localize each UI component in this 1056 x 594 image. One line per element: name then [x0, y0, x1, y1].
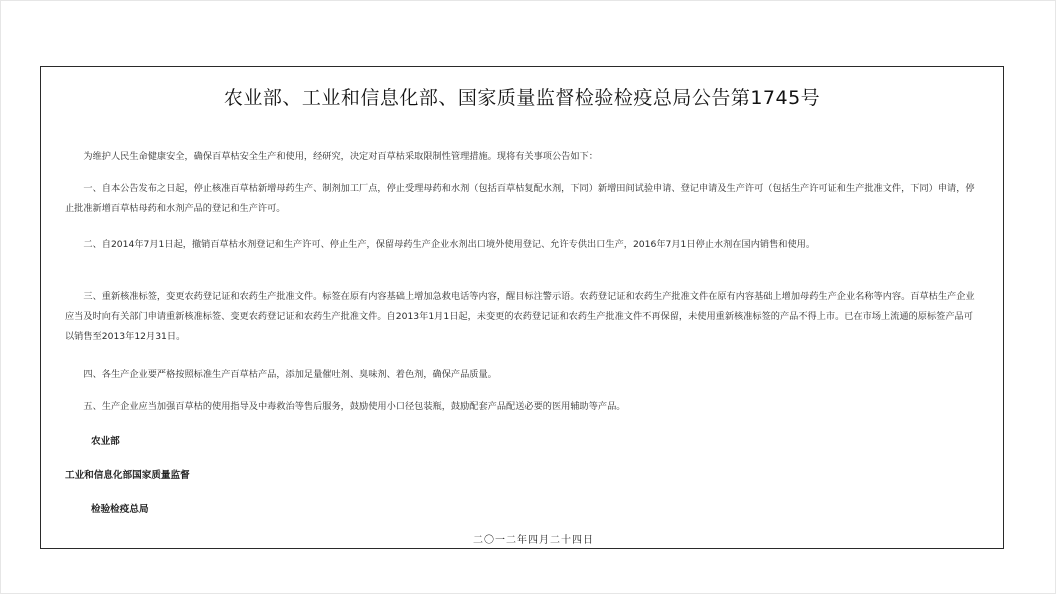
signatory-miit-aqsiq: 工业和信息化部国家质量监督 [65, 470, 190, 481]
signatory-ministry-of-agriculture: 农业部 [91, 436, 120, 447]
notice-paragraph-2: 二、自2014年7月1日起，撤销百草枯水剂登记和生产许可、停止生产，保留母药生产企业水剂出口境外使用登记、允许专供出口生产，2016年7月1日停止水剂在国内销售和使用。 [83, 239, 816, 250]
notice-paragraph-4: 四、各生产企业要严格按照标准生产百草枯产品，添加足量催吐剂、臭味剂、着色剂，确保产品质量。 [83, 369, 497, 380]
signatory-aqsiq-bureau: 检验检疫总局 [91, 504, 149, 515]
notice-date: 二〇一二年四月二十四日 [473, 535, 594, 546]
notice-paragraph-preamble: 为维护人民生命健康安全，确保百草枯安全生产和使用，经研究，决定对百草枯采取限制性管理措施。现将有关事项公告如下： [83, 151, 598, 162]
notice-paragraph-1: 一、自本公告发布之日起，停止核准百草枯新增母药生产、制剂加工厂点，停止受理母药和水剂（包括百草枯复配水剂，下同）新增田间试验申请、登记申请及生产许可（包括生产许可证和生产批准文件，下同）申请，停止批准新增百草枯母药和水剂产品的登记和生产许可。 [65, 183, 975, 214]
notice-paragraph-5: 五、生产企业应当加强百草枯的使用指导及中毒救治等售后服务，鼓励使用小口径包装瓶，鼓励配套产品配送必要的医用辅助等产品。 [83, 401, 626, 412]
notice-paragraph-3: 三、重新核准标签，变更农药登记证和农药生产批准文件。标签在原有内容基础上增加急救电话等内容，醒目标注警示语。农药登记证和农药生产批准文件在原有内容基础上增加母药生产企业名称等内容。百草枯生产企业应当及时向有关部门申请重新核准标签、变更农药登记证和农药生产批准文件。自2013年1月1日起，未变更的农药登记证和农药生产批准文件不再保留，未使用重新核准标签的产品不得上市。已在市场上流通的原标签产品可以销售至2013年12月31日。 [65, 291, 975, 342]
notice-title: 农业部、工业和信息化部、国家质量监督检验检疫总局公告第1745号 [223, 87, 821, 109]
notice-image [40, 66, 1004, 549]
